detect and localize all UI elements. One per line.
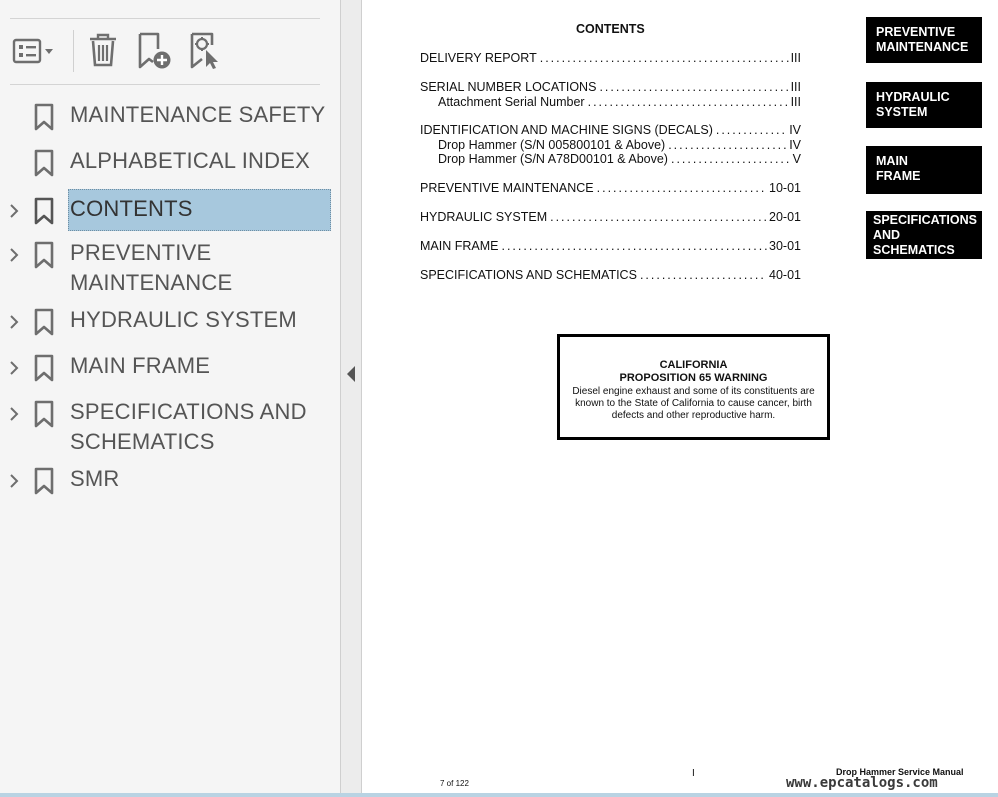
toc-leader-dots [599, 80, 788, 95]
toc-leader-dots [640, 268, 767, 283]
toc-entry-text: DELIVERY REPORT [420, 51, 537, 65]
bookmarks-panel [0, 0, 342, 797]
bookmark-cursor-icon [187, 31, 225, 71]
bookmark-icon [34, 241, 54, 269]
bookmark-icon [34, 149, 54, 177]
toc-entry-drop-hammer-005800101[interactable] [438, 138, 801, 153]
bookmark-label: ALPHABETICAL INDEX [70, 148, 310, 173]
bookmark-maintenance-safety[interactable] [0, 100, 342, 134]
bookmark-icon [34, 103, 54, 131]
section-tab-preventive-maintenance[interactable]: PREVENTIVE MAINTENANCE [866, 17, 982, 63]
toc-entry-text: SPECIFICATIONS AND SCHEMATICS [420, 268, 637, 282]
find-current-bookmark-button[interactable] [186, 30, 226, 72]
chevron-right-icon[interactable] [6, 314, 22, 330]
bookmark-label: MAIN FRAME [70, 353, 211, 378]
toc-entry-text: PREVENTIVE MAINTENANCE [420, 181, 594, 195]
bookmark-alphabetical-index[interactable] [0, 146, 342, 180]
bookmark-smr[interactable] [0, 464, 342, 498]
toc-entry-text: IDENTIFICATION AND MACHINE SIGNS (DECALS) [420, 123, 713, 137]
prop65-warning-box [557, 334, 830, 440]
bookmark-icon [34, 400, 54, 428]
toc-entry-drop-hammer-a78d00101[interactable] [438, 152, 801, 167]
toc-leader-dots [550, 210, 767, 225]
contents-title: CONTENTS [576, 22, 645, 36]
toc-entry-text: MAIN FRAME [420, 239, 499, 253]
trash-icon [87, 32, 119, 68]
toc-entry-hydraulic-system[interactable] [420, 210, 801, 225]
bottom-edge-strip [0, 793, 998, 797]
delete-bookmark-button[interactable] [84, 30, 122, 70]
chevron-right-icon[interactable] [6, 473, 22, 489]
toc-entry-text: Attachment Serial Number [438, 95, 585, 109]
bookmark-label: HYDRAULIC SYSTEM [70, 307, 297, 332]
toc-entry-text: Drop Hammer (S/N A78D00101 & Above) [438, 152, 668, 166]
section-tab-main-frame[interactable]: MAIN FRAME [866, 146, 982, 194]
toc-entry-delivery-report[interactable] [420, 51, 801, 66]
toc-leader-dots [597, 181, 767, 196]
panel-splitter[interactable] [340, 0, 362, 797]
toc-entry-text: HYDRAULIC SYSTEM [420, 210, 548, 224]
bookmark-preventive-maintenance[interactable] [0, 238, 342, 302]
toc-entry-page: 10-01 [769, 181, 801, 195]
bookmark-icon [34, 467, 54, 495]
bookmark-label: PREVENTIVE MAINTENANCE [70, 240, 233, 295]
bookmark-icon [34, 354, 54, 382]
toc-leader-dots [716, 123, 787, 138]
section-tab-hydraulic-system[interactable]: HYDRAULIC SYSTEM [866, 82, 982, 128]
add-bookmark-icon [135, 31, 173, 71]
toc-entry-identification-signs[interactable] [420, 123, 801, 138]
options-menu-icon [11, 36, 57, 66]
page-count: 7 of 122 [440, 779, 469, 788]
bookmark-label: SPECIFICATIONS AND SCHEMATICS [70, 399, 307, 454]
options-menu-button[interactable] [10, 34, 58, 68]
toc-leader-dots [668, 138, 787, 153]
bookmark-icon [34, 197, 54, 225]
document-page [363, 0, 998, 797]
manual-title: Drop Hammer Service Manual [836, 767, 964, 777]
toc-entry-page: IV [789, 138, 801, 152]
toc-entry-serial-number-locations[interactable] [420, 80, 801, 95]
bookmark-specifications-and-schematics[interactable] [0, 397, 342, 461]
toolbar-bottom-divider [10, 84, 320, 85]
bookmark-label: CONTENTS [70, 196, 193, 221]
warning-subtitle: PROPOSITION 65 WARNING [619, 372, 768, 384]
chevron-right-icon[interactable] [6, 247, 22, 263]
new-bookmark-button[interactable] [134, 30, 174, 72]
chevron-right-icon[interactable] [6, 203, 22, 219]
bookmark-label: SMR [70, 466, 120, 491]
toc-leader-dots [671, 152, 791, 167]
chevron-right-icon[interactable] [6, 360, 22, 376]
warning-body: Diesel engine exhaust and some of its constituents are known to the State of California to cause cancer, birth defects and other reproductive harm. [572, 386, 815, 421]
toc-entry-text: Drop Hammer (S/N 005800101 & Above) [438, 138, 666, 152]
chevron-right-icon[interactable] [6, 406, 22, 422]
watermark: www.epcatalogs.com [786, 775, 938, 791]
bookmark-icon [34, 308, 54, 336]
bookmark-contents[interactable] [0, 194, 342, 228]
roman-page-number: I [692, 768, 695, 779]
bookmark-main-frame[interactable] [0, 351, 342, 385]
toolbar-separator [73, 30, 74, 72]
toc-entry-page: III [790, 51, 801, 65]
toc-entry-main-frame[interactable] [420, 239, 801, 254]
toc-leader-dots [501, 239, 767, 254]
toc-entry-attachment-serial-number[interactable] [438, 95, 801, 110]
toc-entry-page: V [792, 152, 801, 166]
toc-entry-specifications-schematics[interactable] [420, 268, 801, 283]
toc-entry-page: 40-01 [769, 268, 801, 282]
bookmark-hydraulic-system[interactable] [0, 305, 342, 339]
panel-top-divider [10, 18, 320, 19]
toc-entry-text: SERIAL NUMBER LOCATIONS [420, 80, 597, 94]
toc-entry-page: 20-01 [769, 210, 801, 224]
toc-leader-dots [588, 95, 789, 110]
toc-leader-dots [540, 51, 789, 66]
toc-entry-preventive-maintenance[interactable] [420, 181, 801, 196]
toc-entry-page: 30-01 [769, 239, 801, 253]
collapse-panel-arrow-icon[interactable] [347, 366, 355, 382]
section-tab-specifications-schematics[interactable]: SPECIFICATIONS AND SCHEMATICS [866, 211, 982, 259]
toc-entry-page: III [790, 95, 801, 109]
bookmark-label: MAINTENANCE SAFETY [70, 102, 326, 127]
warning-title: CALIFORNIA [659, 359, 728, 371]
toc-entry-page: IV [789, 123, 801, 137]
toc-entry-page: III [790, 80, 801, 94]
